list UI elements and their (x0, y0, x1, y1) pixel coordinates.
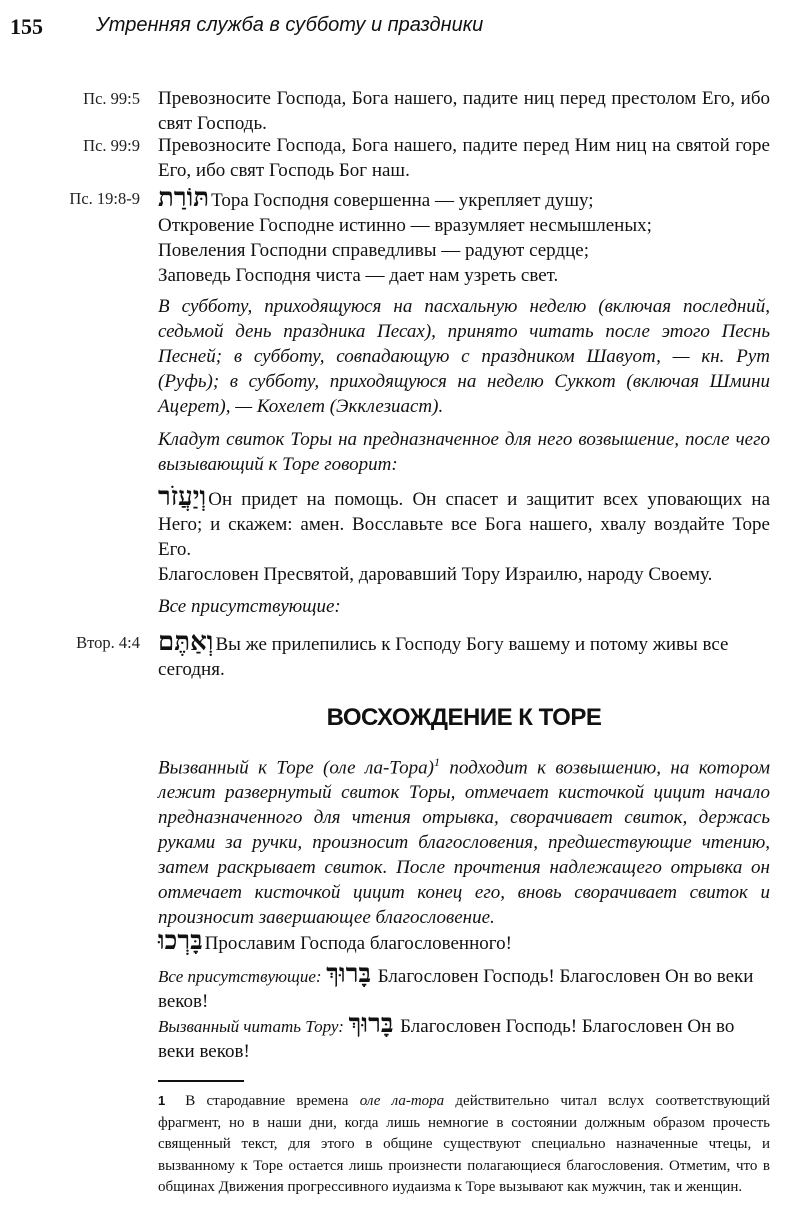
hebrew-opening-word: בָּרוּךְ (348, 1009, 394, 1039)
instruction-text: Все присутствующие: (158, 596, 341, 617)
instruction-text: Кладут свиток Торы на предназначенное для него возвышение, после чего вызывающий к Торе говорит: (158, 429, 770, 475)
prayer-body: Благословен Господь! Благословен Он во веки веков! (158, 966, 754, 1012)
hebrew-opening-word: תּוֹרַת (158, 183, 210, 213)
verse-text: Превозносите Господа, Бога нашего, падите перед Ним ниц на святой горе Его, ибо свят Господь Бог наш. (158, 135, 770, 181)
verse-reference: Пс. 19:8-9 (69, 189, 140, 208)
prayer-text (158, 1009, 770, 1064)
footnote-mark: 1 (158, 1093, 166, 1108)
verse-text (158, 627, 770, 682)
instruction-text: В субботу, приходящуюся на пасхальную неделю (включая последний, седьмой день праздника Песах), принято читать после этого Песнь Песней; в субботу, совпадающую с праздником Шавуот, — кн. Рут (Руфь); в субботу, приходящуюся на неделю Суккот (включая Шмини Ацерет), — Кохелет (Экклезиаст). (158, 296, 770, 417)
footnote-divider (158, 1080, 244, 1082)
hebrew-opening-word: בָּרְכוּ (158, 926, 203, 956)
verse-line: Заповедь Господня чиста — дает нам узреть свет. (158, 265, 559, 286)
prayer-body: Прославим Господа благословенного! (204, 933, 512, 954)
footnote (158, 1090, 770, 1199)
prayer-blessing: Благословен Пресвятой, даровавший Тору Израилю, народу Своему. (158, 564, 713, 585)
footnote-reference: 1 (434, 755, 440, 769)
hebrew-opening-word: וְיַעֲזֹר (158, 482, 207, 512)
intro-text-part: Вызванный к Торе (оле ла-Тора) (158, 757, 434, 779)
verse-text: Превозносите Господа, Бога нашего, падите ниц перед престолом Его, ибо свят Господь. (158, 88, 770, 134)
hebrew-opening-word: וְאַתֶּם (158, 627, 214, 657)
page-number: 155 (10, 14, 43, 39)
section-heading: ВОСХОЖДЕНИЕ К ТОРЕ (326, 704, 602, 731)
verse-body: Вы же прилепились к Господу Богу вашему и потому живы все сегодня. (158, 634, 729, 680)
page-header (10, 14, 769, 44)
intro-text (158, 750, 770, 930)
footnote-text: В стародавние времена (185, 1093, 360, 1109)
footnote-text: действительно читал вслух соответствующий фрагмент, но в наши дни, когда лишь немногие в состоянии должным образом прочесть священный текст, для этого в общине существуют специально назначенные чтецы, и вызванному к Торе остается лишь произнести полагающиеся благословения. Отметим, что в общинах Движения прогрессивного иудаизма к Торе вызывают как мужчин, так и женщин. (158, 1093, 771, 1195)
prayer-body: Он придет на помощь. Он спасет и защитит всех уповающих на Него; и скажем: амен. Восславьте все Бога нашего, хвалу воздайте Торе Его. (158, 489, 770, 560)
intro-text-part: подходит к возвышению, на котором лежит развернутый свиток Торы, отмечает кисточкой цицит начало предназначенного для чтения отрывка, сворачивает свиток, держась руками за ручки, произносит благословения, предшествующие чтению, затем раскрывает свиток. После прочтения надлежащего отрывка он отмечает кисточкой цицит конец его, вновь сворачивает свиток и произносит завершающее благословение. (158, 757, 770, 929)
verse-reference: Пс. 99:9 (83, 136, 140, 155)
speaker-label: Все присутствующие: (158, 967, 322, 986)
prayer-body: Благословен Господь! Благословен Он во веки веков! (158, 1016, 735, 1062)
verse-line: Откровение Господне истинно — вразумляет несмышленых; (158, 215, 652, 236)
verse-reference: Втор. 4:4 (76, 633, 140, 652)
prayer-text (158, 959, 770, 1014)
prayer-text (158, 482, 770, 587)
verse-text (158, 183, 770, 288)
speaker-label: Вызванный читать Тору: (158, 1017, 344, 1036)
verse-line: Тора Господня совершенна — укрепляет душу; (211, 190, 594, 211)
hebrew-opening-word: בָּרוּךְ (326, 959, 372, 989)
verse-reference: Пс. 99:5 (83, 89, 140, 108)
prayer-text (158, 926, 770, 956)
running-title: Утренняя служба в субботу и праздники (96, 14, 484, 36)
footnote-term: оле ла-тора (359, 1093, 445, 1109)
verse-line: Повеления Господни справедливы — радуют сердце; (158, 240, 589, 261)
